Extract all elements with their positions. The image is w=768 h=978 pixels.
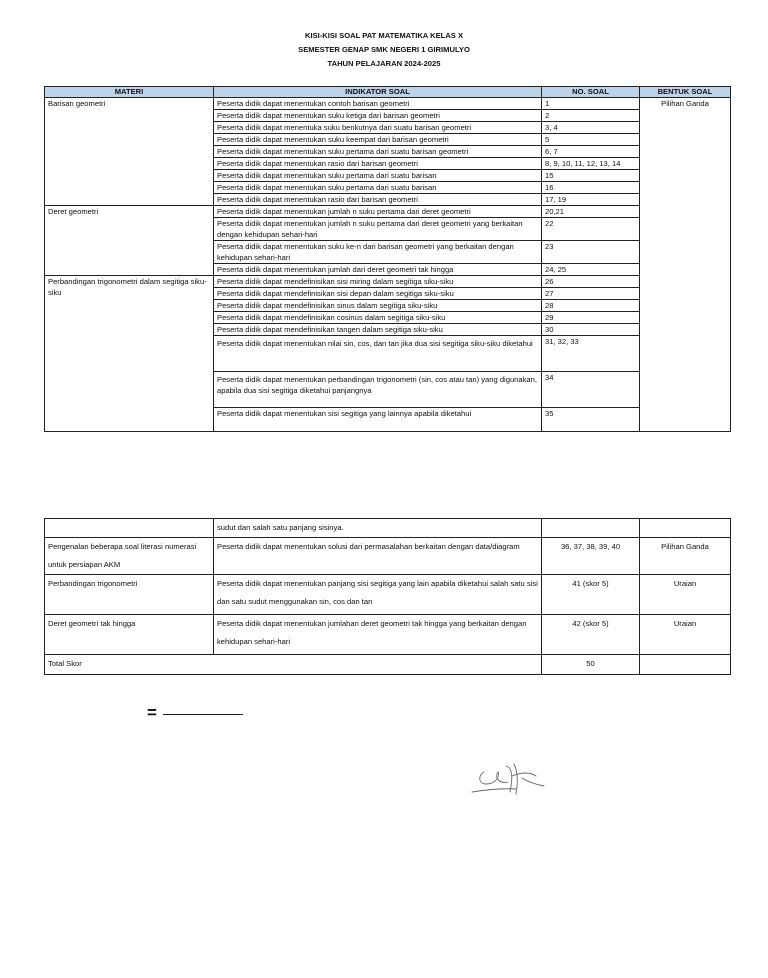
- equals-sign: =: [147, 703, 157, 722]
- indikator-cell: Peserta didik dapat menentukan suku ke-n dari barisan geometri yang berkaitan dengan kehidupan sehari-hari: [214, 241, 542, 264]
- no-soal-cell: 30: [542, 324, 640, 336]
- indikator-cell: Peserta didik dapat menentukan suku pertama dari suatu barisan: [214, 170, 542, 182]
- table-row: [45, 538, 731, 575]
- kisi-kisi-table-1: [44, 86, 731, 432]
- indikator-cell: Peserta didik dapat menentukan contoh barisan geometri: [214, 98, 542, 110]
- materi-cell: Pengenalan beberapa soal literasi numerasi untuk persiapan AKM: [45, 538, 214, 575]
- no-soal-cell: 23: [542, 241, 640, 264]
- bentuk-soal-cell: [640, 519, 731, 538]
- no-soal-cell: 1: [542, 98, 640, 110]
- fraction-line: [163, 714, 243, 715]
- table-row: [45, 276, 731, 288]
- indikator-cell: Peserta didik dapat menentukan suku pertama dari suatu barisan geometri: [214, 146, 542, 158]
- no-soal-cell: 2: [542, 110, 640, 122]
- bentuk-soal-cell: Uraian: [640, 575, 731, 615]
- indikator-cell: Peserta didik dapat menentukan rasio dari barisan geometri: [214, 158, 542, 170]
- materi-cell: Deret geometri tak hingga: [45, 615, 214, 655]
- no-soal-cell: 35: [542, 408, 640, 432]
- indikator-cell: Peserta didik dapat menentukan panjang sisi segitiga yang lain apabila diketahui salah satu sisi dan satu sudut menggunakan sin, cos dan tan: [214, 575, 542, 615]
- materi-cell: [45, 519, 214, 538]
- indikator-cell: Peserta didik dapat menentukan jumlah n suku pertama dari deret geometri: [214, 206, 542, 218]
- no-soal-cell: 17, 19: [542, 194, 640, 206]
- indikator-cell: sudut dan salah satu panjang sisinya.: [214, 519, 542, 538]
- no-soal-cell: 29: [542, 312, 640, 324]
- table-header-row: [45, 87, 731, 98]
- col-header-materi: MATERI: [45, 87, 214, 98]
- indikator-cell: Peserta didik dapat menentuka suku berikutnya dari suatu barisan geometri: [214, 122, 542, 134]
- no-soal-cell: 36, 37, 38, 39, 40: [542, 538, 640, 575]
- total-value-cell: 50: [542, 655, 640, 675]
- bentuk-soal-cell: Pilihan Ganda: [640, 538, 731, 575]
- no-soal-cell: 24, 25: [542, 264, 640, 276]
- indikator-cell: Peserta didik dapat menentukan nilai sin, cos, dan tan jika dua sisi segitiga siku-siku diketahui: [214, 336, 542, 372]
- no-soal-cell: 22: [542, 218, 640, 241]
- bentuk-soal-cell: Uraian: [640, 615, 731, 655]
- no-soal-cell: 31, 32, 33: [542, 336, 640, 372]
- no-soal-cell: 6, 7: [542, 146, 640, 158]
- no-soal-cell: 42 (skor 5): [542, 615, 640, 655]
- no-soal-cell: 20,21: [542, 206, 640, 218]
- indikator-cell: Peserta didik dapat mendefinisikan sinus dalam segitiga siku-siku: [214, 300, 542, 312]
- no-soal-cell: 34: [542, 372, 640, 408]
- empty-cell: [640, 655, 731, 675]
- no-soal-cell: 26: [542, 276, 640, 288]
- table-row: [45, 519, 731, 538]
- title-line-3: TAHUN PELAJARAN 2024-2025: [327, 59, 441, 68]
- no-soal-cell: 28: [542, 300, 640, 312]
- materi-cell: Perbandingan trigonometri dalam segitiga siku-siku: [45, 276, 214, 432]
- no-soal-cell: 15: [542, 170, 640, 182]
- indikator-cell: Peserta didik dapat mendefinisikan sisi miring dalam segitiga siku-siku: [214, 276, 542, 288]
- indikator-cell: Peserta didik dapat menentukan perbandingan trigonometri (sin, cos atau tan) yang digunakan, apabila dua sisi segitiga diketahui panjangnya: [214, 372, 542, 408]
- table-row: [45, 206, 731, 218]
- indikator-cell: Peserta didik dapat menentukan suku pertama dari suatu barisan: [214, 182, 542, 194]
- table-2-body: [45, 519, 731, 675]
- title-line-2: SEMESTER GENAP SMK NEGERI 1 GIRIMULYO: [298, 45, 470, 54]
- indikator-cell: Peserta didik dapat mendefinisikan cosinus dalam segitiga siku-siku: [214, 312, 542, 324]
- signature-image: [470, 758, 554, 798]
- document-header: [0, 29, 768, 71]
- indikator-cell: Peserta didik dapat menentukan suku ketiga dari barisan geometri: [214, 110, 542, 122]
- no-soal-cell: 5: [542, 134, 640, 146]
- no-soal-cell: 41 (skor 5): [542, 575, 640, 615]
- table-row: [45, 575, 731, 615]
- indikator-cell: Peserta didik dapat menentukan jumlah n suku pertama dari deret geometri yang berkaitan dengan kehidupan sehari-hari: [214, 218, 542, 241]
- no-soal-cell: [542, 519, 640, 538]
- no-soal-cell: 8, 9, 10, 11, 12, 13, 14: [542, 158, 640, 170]
- kisi-kisi-table-2: [44, 518, 731, 675]
- bentuk-soal-cell: Pilihan Ganda: [640, 98, 731, 432]
- table-row: [45, 615, 731, 655]
- indikator-cell: Peserta didik dapat mendefinisikan tangen dalam segitiga siku-siku: [214, 324, 542, 336]
- table-row: [45, 98, 731, 110]
- indikator-cell: Peserta didik dapat menentukan rasio dari barisan geometri: [214, 194, 542, 206]
- materi-cell: Barisan geometri: [45, 98, 214, 206]
- materi-cell: Perbandingan trigonometri: [45, 575, 214, 615]
- indikator-cell: Peserta didik dapat menentukan solusi dari permasalahan berkaitan dengan data/diagram: [214, 538, 542, 575]
- indikator-cell: Peserta didik dapat menentukan jumlahan deret geometri tak hingga yang berkaitan dengan kehidupan sehari-hari: [214, 615, 542, 655]
- col-header-bentuk-soal: BENTUK SOAL: [640, 87, 731, 98]
- indikator-cell: Peserta didik dapat menentukan sisi segitiga yang lainnya apabila diketahui: [214, 408, 542, 432]
- no-soal-cell: 3, 4: [542, 122, 640, 134]
- col-header-no-soal: NO. SOAL: [542, 87, 640, 98]
- materi-cell: Deret geometri: [45, 206, 214, 276]
- indikator-cell: Peserta didik dapat menentukan jumlah dari deret geometri tak hingga: [214, 264, 542, 276]
- table-1-body: [45, 98, 731, 432]
- indikator-cell: Peserta didik dapat mendefinisikan sisi depan dalam segitiga siku-siku: [214, 288, 542, 300]
- total-row: [45, 655, 731, 675]
- indikator-cell: Peserta didik dapat menentukan suku keempat dari barisan geometri: [214, 134, 542, 146]
- total-label-cell: Total Skor: [45, 655, 542, 675]
- title-line-1: KISI-KISI SOAL PAT MATEMATIKA KELAS X: [304, 31, 464, 40]
- col-header-indikator: INDIKATOR SOAL: [214, 87, 542, 98]
- no-soal-cell: 27: [542, 288, 640, 300]
- no-soal-cell: 16: [542, 182, 640, 194]
